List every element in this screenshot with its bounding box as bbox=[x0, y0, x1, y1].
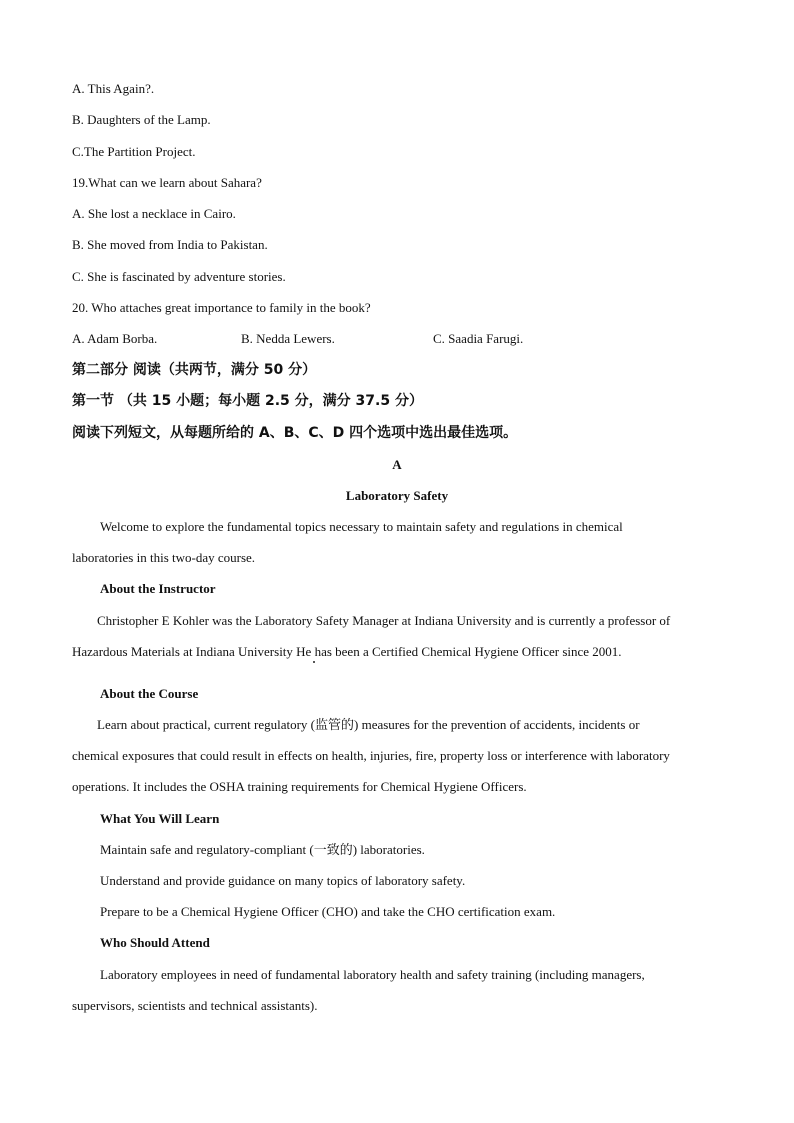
q19-option-c: C. She is fascinated by adventure stories. bbox=[72, 269, 286, 284]
learn-item-3: Prepare to be a Chemical Hygiene Officer (CHO) and take the CHO certification exam. bbox=[100, 904, 556, 919]
instructor-line-2: Hazardous Materials at Indiana University He has been a Certified Chemical Hygiene Officer since 2001. bbox=[72, 644, 622, 659]
learn-item-2: Understand and provide guidance on many topics of laboratory safety. bbox=[100, 873, 466, 888]
attend-heading: Who Should Attend bbox=[100, 935, 210, 950]
instruction: 阅读下列短文，从每题所给的 A、B、C、D 四个选项中选出最佳选项。 bbox=[72, 425, 518, 441]
intro-line-2: laboratories in this two-day course. bbox=[72, 550, 256, 565]
q18-option-b: B. Daughters of the Lamp. bbox=[72, 112, 211, 127]
q20-question: 20. Who attaches great importance to family in the book? bbox=[72, 300, 371, 315]
instructor-heading: About the Instructor bbox=[100, 581, 216, 596]
q20-option-b: B. Nedda Lewers. bbox=[241, 331, 335, 346]
course-line-1: Learn about practical, current regulatory (监管的) measures for the prevention of accidents, incidents or bbox=[97, 717, 640, 732]
instructor-line-1: Christopher E Kohler was the Laboratory Safety Manager at Indiana University and is currently a professor of bbox=[97, 613, 671, 628]
q19-question: 19.What can we learn about Sahara? bbox=[72, 175, 262, 190]
course-line-3: operations. It includes the OSHA training requirements for Chemical Hygiene Officers. bbox=[72, 779, 527, 794]
subsection-title: 第一节 （共 15 小题；每小题 2.5 分，满分 37.5 分） bbox=[72, 393, 423, 409]
q19-option-a: A. She lost a necklace in Cairo. bbox=[72, 206, 236, 221]
stray-dot bbox=[313, 661, 315, 663]
q19-option-b: B. She moved from India to Pakistan. bbox=[72, 237, 268, 252]
intro-line-1: Welcome to explore the fundamental topics necessary to maintain safety and regulations in chemical bbox=[100, 519, 623, 534]
course-heading: About the Course bbox=[100, 686, 199, 701]
q18-option-a: A. This Again?. bbox=[72, 81, 155, 96]
course-line-2: chemical exposures that could result in effects on health, injuries, fire, property loss or interference with laboratory bbox=[72, 748, 670, 763]
passage-title: Laboratory Safety bbox=[345, 488, 449, 503]
part-title: 第二部分 阅读（共两节，满分 50 分） bbox=[72, 362, 317, 378]
attend-line-2: supervisors, scientists and technical assistants). bbox=[72, 998, 318, 1013]
learn-heading: What You Will Learn bbox=[100, 811, 220, 826]
q18-option-c: C.The Partition Project. bbox=[72, 144, 196, 159]
q20-option-a: A. Adam Borba. bbox=[72, 331, 158, 346]
attend-line-1: Laboratory employees in need of fundamental laboratory health and safety training (including managers, bbox=[100, 967, 645, 982]
learn-item-1: Maintain safe and regulatory-compliant (一致的) laboratories. bbox=[100, 842, 425, 857]
q20-option-c: C. Saadia Farugi. bbox=[433, 331, 524, 346]
passage-letter: A bbox=[392, 457, 402, 472]
